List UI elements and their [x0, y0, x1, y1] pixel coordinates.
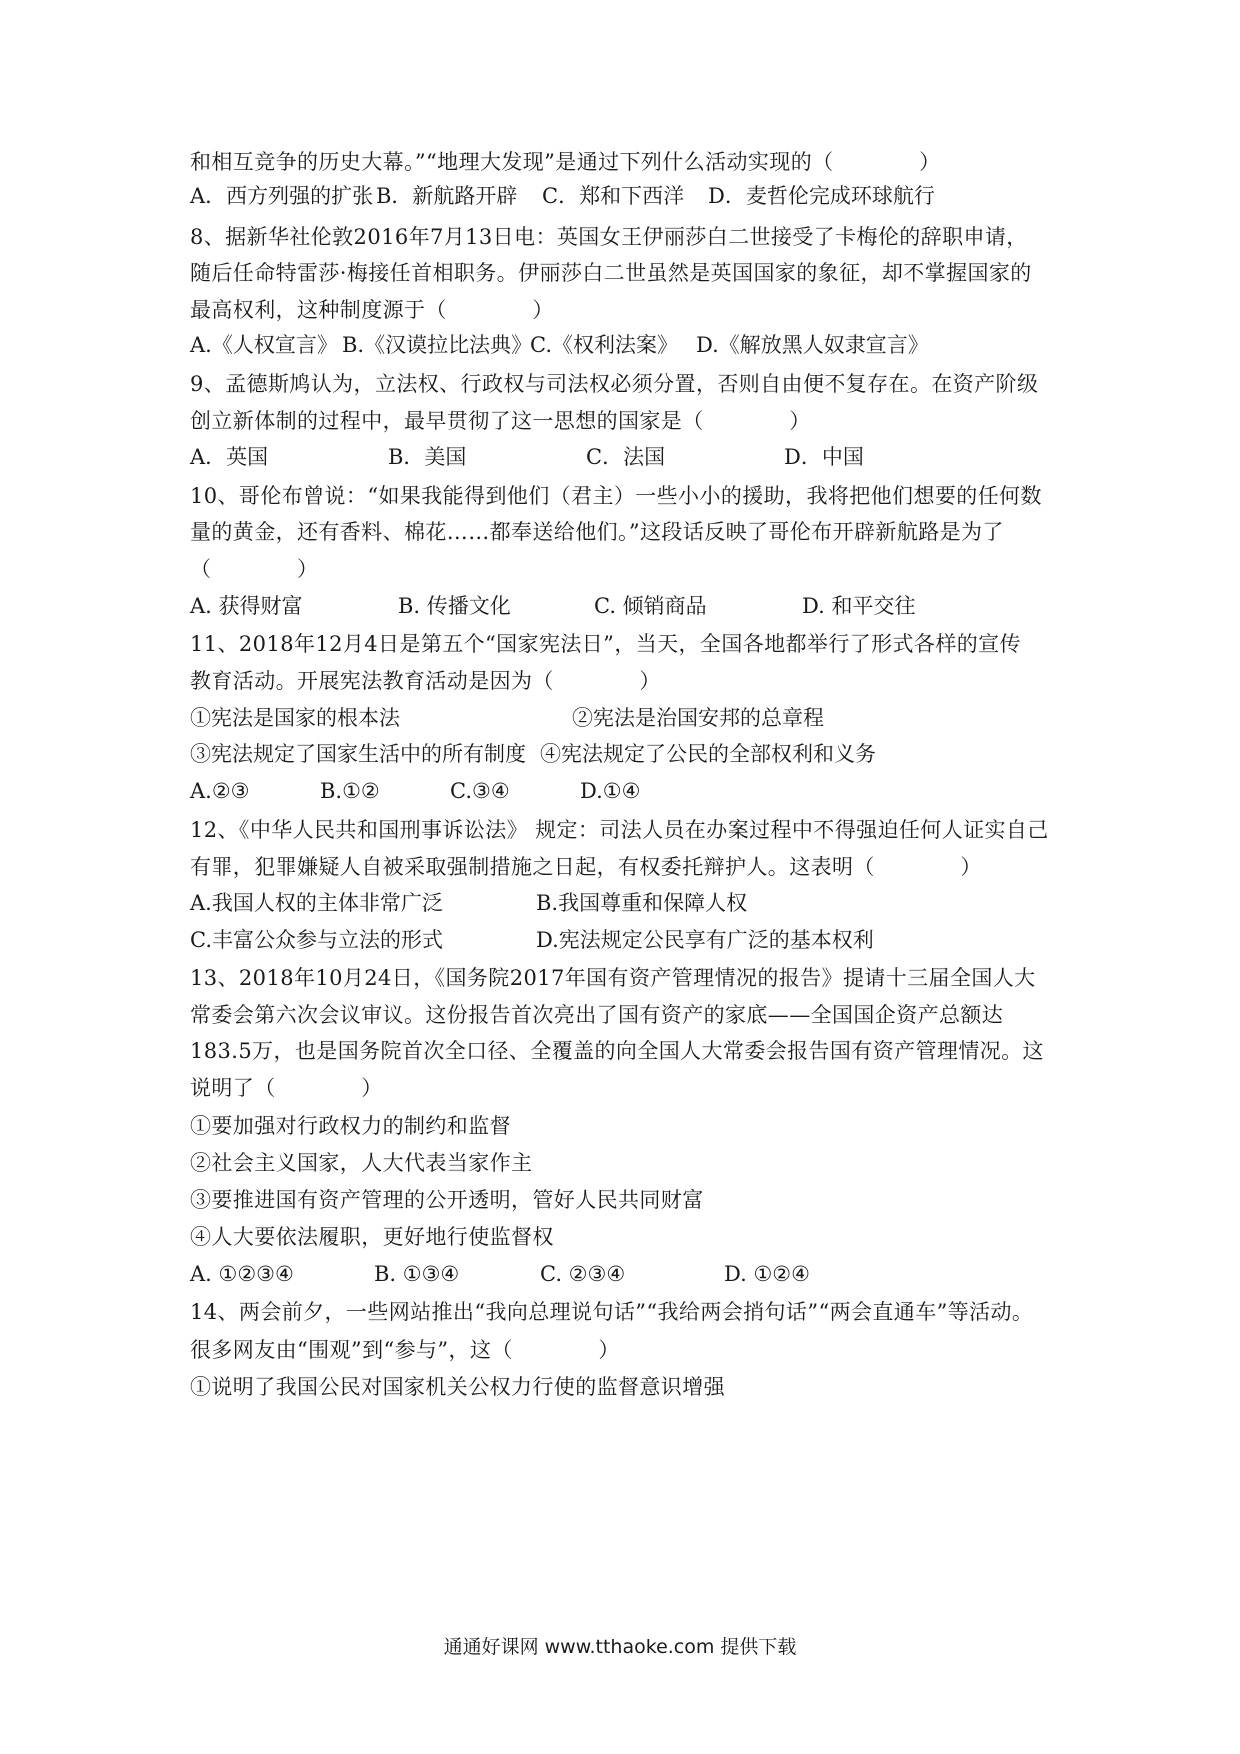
text-line: 和相互竞争的历史大幕。”“地理大发现”是通过下列什么活动实现的（ ）: [190, 150, 941, 174]
option-d: D. 和平交往: [802, 594, 916, 618]
option-d: D.《解放黑人奴隶宣言》: [696, 333, 929, 357]
text-line: 随后任命特雷莎·梅接任首相职务。伊丽莎白二世虽然是英国国家的象征，却不掌握国家的: [190, 261, 1032, 285]
text-line: 说明了（ ）: [190, 1076, 383, 1100]
option-a: A．英国: [190, 445, 269, 469]
option-a: A. 获得财富: [190, 594, 303, 618]
question-9-line: 9、孟德斯鸠认为，立法权、行政权与司法权必须分置，否则自由便不复存在。在资产阶级: [190, 372, 1039, 396]
page-footer: 通通好课网 www.tthaoke.com 提供下载: [443, 1636, 797, 1658]
question-14-line: 14、两会前夕，一些网站推出“我向总理说句话”“我给两会捎句话”“两会直通车”等活动。: [190, 1300, 1034, 1324]
option-c: C. 倾销商品: [594, 594, 707, 618]
text-line: 量的黄金，还有香料、棉花……都奉送给他们。”这段话反映了哥伦布开辟新航路是为了: [190, 520, 1004, 544]
option-b: B.《汉谟拉比法典》: [342, 333, 533, 357]
question-12-line: 12、《中华人民共和国刑事诉讼法》 规定：司法人员在办案过程中不得强迫任何人证实自己: [190, 818, 1049, 842]
question-10-line: 10、哥伦布曾说：“如果我能得到他们（君主）一些小小的援助，我将把他们想要的任何数: [190, 484, 1042, 508]
option-a: A．西方列强的扩张: [190, 184, 374, 208]
option-d: D．中国: [784, 445, 864, 469]
option-c: C.《权利法案》: [530, 333, 678, 357]
statement-line: ②社会主义国家，人大代表当家作主: [190, 1151, 533, 1175]
option-a: A.②③: [190, 779, 250, 803]
option-c: C.③④: [450, 779, 510, 803]
text-line: 很多网友由“围观”到“参与”，这（ ）: [190, 1338, 620, 1362]
question-8-line: 8、据新华社伦敦2016年7月13日电：英国女王伊丽莎白二世接受了卡梅伦的辞职申请，: [190, 225, 1028, 249]
question-11-line: 11、2018年12月4日是第五个“国家宪法日”，当天，全国各地都举行了形式各样的宣传: [190, 632, 1021, 656]
text-line: （ ）: [190, 557, 319, 581]
text-line: 183.5万，也是国务院首次全口径、全覆盖的向全国人大常委会报告国有资产管理情况。这: [190, 1039, 1044, 1063]
option-d: D. ①②④: [724, 1262, 810, 1286]
text-line: 常委会第六次会议审议。这份报告首次亮出了国有资产的家底——全国国企资产总额达: [190, 1003, 1004, 1027]
option-d: D.宪法规定公民享有广泛的基本权利: [536, 928, 874, 952]
option-c: C. ②③④: [540, 1262, 626, 1286]
option-a: A.我国人权的主体非常广泛: [190, 891, 443, 915]
option-b: B. 传播文化: [398, 594, 511, 618]
option-d: D．麦哲伦完成环球航行: [708, 184, 935, 208]
statement-line: ①要加强对行政权力的制约和监督: [190, 1114, 511, 1138]
text-line: 有罪，犯罪嫌疑人自被采取强制措施之日起，有权委托辩护人。这表明（ ）: [190, 855, 982, 879]
text-line: 教育活动。开展宪法教育活动是因为（ ）: [190, 669, 661, 693]
option-b: B.我国尊重和保障人权: [536, 891, 748, 915]
statement-2: ②宪法是治国安邦的总章程: [572, 706, 824, 730]
option-a: A. ①②③④: [190, 1262, 294, 1286]
option-c: C．郑和下西洋: [542, 184, 685, 208]
option-b: B．新航路开辟: [376, 184, 518, 208]
statement-line: ④人大要依法履职，更好地行使监督权: [190, 1225, 554, 1249]
option-a: A.《人权宣言》: [190, 333, 338, 357]
statement-3: ③宪法规定了国家生活中的所有制度: [190, 742, 526, 766]
option-b: B.①②: [320, 779, 380, 803]
statement-4: ④宪法规定了公民的全部权利和义务: [540, 742, 876, 766]
statement-line: ③要推进国有资产管理的公开透明，管好人民共同财富: [190, 1188, 704, 1212]
option-b: B．美国: [388, 445, 467, 469]
question-13-line: 13、2018年10月24日，《国务院2017年国有资产管理情况的报告》提请十三届全国人大: [190, 966, 1036, 990]
text-line: 最高权利，这种制度源于（ ）: [190, 298, 554, 322]
option-c: C.丰富公众参与立法的形式: [190, 928, 443, 952]
statement-line: ①说明了我国公民对国家机关公权力行使的监督意识增强: [190, 1375, 725, 1399]
text-line: 创立新体制的过程中，最早贯彻了这一思想的国家是（ ）: [190, 409, 811, 433]
statement-1: ①宪法是国家的根本法: [190, 706, 400, 730]
option-b: B. ①③④: [374, 1262, 460, 1286]
option-c: C．法国: [586, 445, 666, 469]
option-d: D.①④: [580, 779, 641, 803]
